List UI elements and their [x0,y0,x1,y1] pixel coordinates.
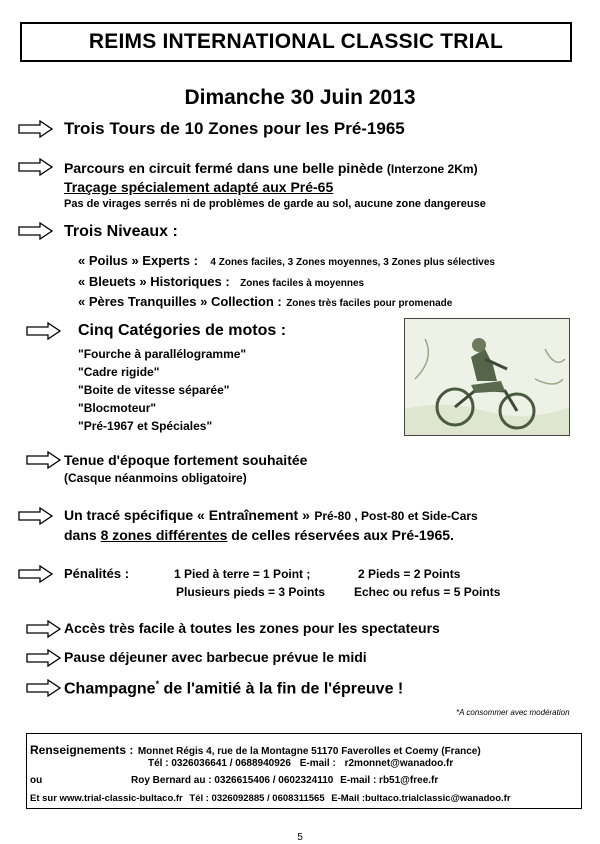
champagne-b: de l'amitié à la fin de l'épreuve ! [163,680,404,698]
item-parcours [64,160,478,176]
item-entrainement [64,507,478,525]
level-label: « Bleuets » Historiques : [78,274,230,289]
champagne-star: * [155,679,160,689]
category-item: "Cadre rigide" [78,365,160,379]
outline-right-arrow-icon [18,507,54,525]
level-row [78,273,364,291]
level-row [78,252,495,270]
item-acces: Accès très facile à toutes les zones pour les spectateurs [64,620,440,636]
level-desc: Zones très faciles pour promenade [286,298,453,309]
level-desc: Zones faciles à moyennes [240,278,365,289]
page-number: 5 [297,832,303,843]
contact-line-3 [30,775,438,786]
contact-email-label: E-mail : [299,758,336,769]
item-tours: Trois Tours de 10 Zones pour les Pré-1965 [64,119,405,138]
outline-right-arrow-icon [18,120,54,138]
tenue-sub: (Casque néanmoins obligatoire) [64,471,247,485]
penalite-1: 1 Pied à terre = 1 Point ; [174,567,311,581]
penalites-label: Pénalités : [64,566,130,581]
entrainement-line2 [64,527,454,543]
title-box [20,22,572,62]
item-niveaux: Trois Niveaux : [64,223,178,240]
outline-right-arrow-icon [26,322,62,340]
contact-phone-1: Tél : 0326036641 / 0688940926 [148,758,291,769]
outline-right-arrow-icon [18,222,54,240]
penalite-2: 2 Pieds = 2 Points [358,567,461,581]
contact-website: Et sur www.trial-classic-bultaco.fr [30,793,183,804]
category-item: "Fourche à parallélogramme" [78,347,247,361]
parcours-underlined: Traçage spécialement adapté aux Pré-65 [64,179,334,195]
outline-right-arrow-icon [26,451,62,469]
category-item: "Blocmoteur" [78,401,157,415]
penalite-3: Plusieurs pieds = 3 Points [176,585,326,599]
level-desc: 4 Zones faciles, 3 Zones moyennes, 3 Zones plus sélectives [210,257,495,268]
contact-or: ou [30,775,43,786]
parcours-main: Parcours en circuit fermé dans une belle pinède [64,160,383,176]
motorcycle-rider-illustration [404,318,570,436]
contact-email-2: E-mail : rb51@free.fr [340,775,439,786]
outline-right-arrow-icon [18,158,54,176]
line2-a: dans [64,527,97,543]
item-pause: Pause déjeuner avec barbecue prévue le midi [64,649,367,665]
outline-right-arrow-icon [26,679,62,697]
page-title: REIMS INTERNATIONAL CLASSIC TRIAL [88,30,504,53]
outline-right-arrow-icon [18,565,54,583]
level-row [78,293,452,311]
parcours-detail: Pas de virages serrés ni de problèmes de garde au sol, aucune zone dangereuse [64,198,486,210]
category-item: "Pré-1967 et Spéciales" [78,419,213,433]
contact-phone-3: Tél : 0326092885 / 0608311565 [189,793,325,804]
contact-address: Monnet Régis 4, rue de la Montagne 51170 Faverolles et Coemy (France) [137,746,481,757]
item-tenue: Tenue d'époque fortement souhaitée [64,452,308,468]
penalite-4: Echec ou refus = 5 Points [354,585,501,599]
parcours-note: (Interzone 2Km) [386,162,478,176]
item-champagne [64,679,403,698]
contact-label: Renseignements : [30,743,134,757]
contact-line-2 [148,758,453,769]
contact-email-3: E-Mail :bultaco.trialclassic@wanadoo.fr [331,793,511,804]
category-item: "Boite de vitesse séparée" [78,383,230,397]
contact-line-1 [30,741,481,759]
contact-email-1: r2monnet@wanadoo.fr [344,758,454,769]
outline-right-arrow-icon [26,620,62,638]
entrainement-a: Un tracé spécifique « Entraînement » [64,507,310,523]
champagne-a: Champagne [64,680,156,698]
contact-phone-2: Roy Bernard au : 0326615406 / 0602324110 [131,775,334,786]
item-categories: Cinq Catégories de motos : [78,322,287,339]
event-date: Dimanche 30 Juin 2013 [184,86,416,109]
level-label: « Pères Tranquilles » Collection : [78,294,282,309]
line2-b: 8 zones différentes [100,527,228,543]
contact-line-4 [30,793,511,804]
entrainement-b: Pré-80 , Post-80 et Side-Cars [314,509,478,523]
level-label: « Poilus » Experts : [78,253,198,268]
footnote: *A consommer avec modération [456,708,570,717]
outline-right-arrow-icon [26,649,62,667]
line2-c: de celles réservées aux Pré-1965. [231,527,454,543]
